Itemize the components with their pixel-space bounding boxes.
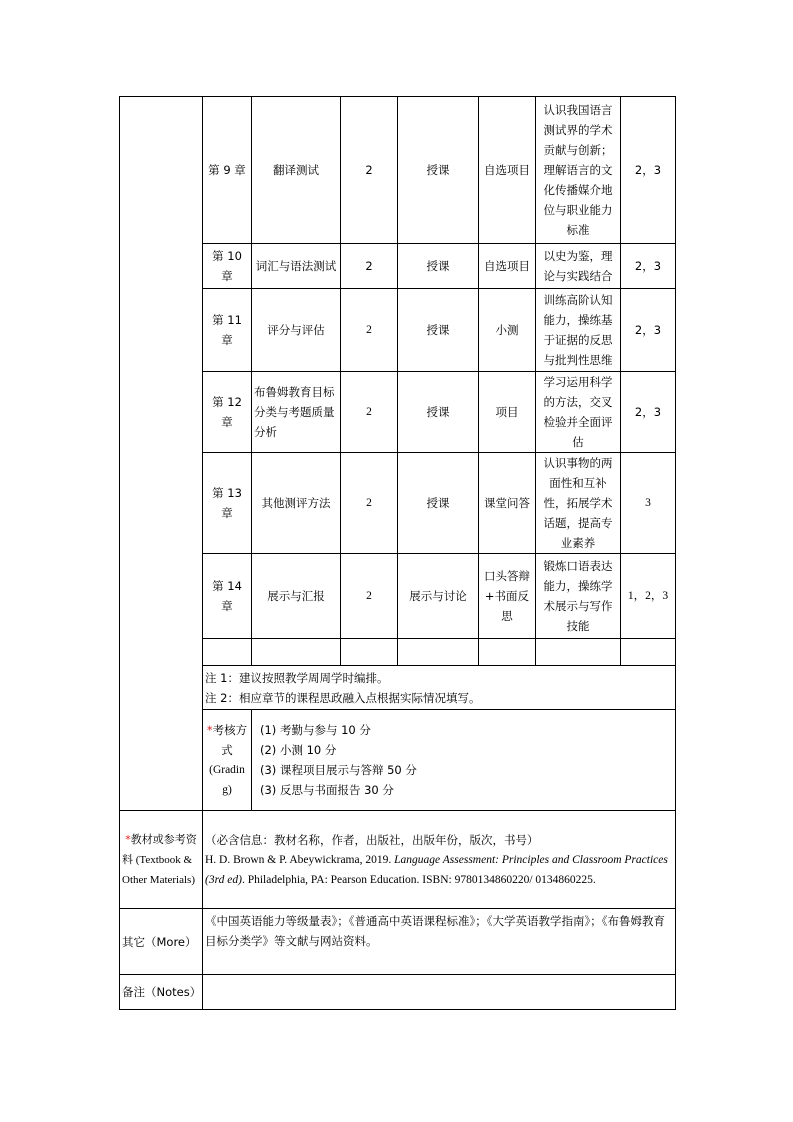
grading-item: (2) 小测 10 分 (260, 743, 337, 757)
schedule-note: 注 1：建议按照教学周周学时编排。 (205, 670, 389, 685)
method-cell: 授课 (398, 372, 479, 453)
materials-hint: （必含信息：教材名称，作者，出版社，出版年份，版次，书号） (205, 832, 539, 847)
chapter-cell: 第 12 章 (203, 372, 252, 453)
assignment-cell: 项目 (479, 372, 536, 453)
hours-cell: 2 (341, 554, 398, 639)
chapter-title-cell: 布鲁姆教育目标分类与考题质量分析 (252, 372, 341, 453)
table-row (120, 289, 676, 372)
hours-cell: 2 (341, 244, 398, 289)
chapter-cell: 第 10 章 (203, 244, 252, 289)
other-content: 《中国英语能力等级量表》；《普通高中英语课程标准》；《大学英语教学指南》；《布鲁姆教育目标分类学》等文献与网站资料。 (203, 909, 676, 975)
method-cell: 授课 (398, 289, 479, 372)
objectives-cell: 2，3 (621, 289, 676, 372)
chapter-title-cell: 其他测评方法 (252, 453, 341, 554)
materials-label-cell (120, 811, 203, 909)
syllabus-table (119, 96, 676, 1010)
reference-title: Language Assessment: Principles and Classroom Practices (3rd ed) (205, 853, 668, 886)
objectives-cell: 1，2，3 (621, 554, 676, 639)
schedule-notes-cell (203, 666, 676, 710)
grading-item: (3) 课程项目展示与答辩 50 分 (260, 763, 417, 777)
materials-row (120, 811, 676, 909)
hours-cell: 2 (341, 289, 398, 372)
chapter-title-cell: 展示与汇报 (252, 554, 341, 639)
materials-label-line3: Other Materials) (122, 873, 195, 886)
grading-label-cell (203, 710, 252, 811)
assignment-cell: 自选项目 (479, 244, 536, 289)
schedule-notes-row (120, 666, 676, 710)
method-cell: 授课 (398, 244, 479, 289)
objectives-cell: 3 (621, 453, 676, 554)
chapter-cell: 第 14 章 (203, 554, 252, 639)
ideology-cell: 认识我国语言测试界的学术贡献与创新；理解语言的文化传播媒介地位与职业能力标准 (536, 97, 621, 244)
required-mark: * (206, 723, 213, 737)
chapter-title-cell: 词汇与语法测试 (252, 244, 341, 289)
table-row (120, 554, 676, 639)
table-row (120, 244, 676, 289)
grading-row (120, 710, 676, 811)
materials-label-line1: 教材或参考资 (130, 832, 197, 846)
grading-item: (3) 反思与书面报告 30 分 (260, 783, 394, 797)
assignment-cell: 课堂问答 (479, 453, 536, 554)
table-row (120, 453, 676, 554)
chapter-cell: 第 11 章 (203, 289, 252, 372)
other-row (120, 909, 676, 975)
notes-content (203, 975, 676, 1010)
ideology-cell: 以史为鉴，理论与实践结合 (536, 244, 621, 289)
hours-cell: 2 (341, 97, 398, 244)
ideology-cell: 训练高阶认知能力，操练基于证据的反思与批判性思维 (536, 289, 621, 372)
objectives-cell: 2，3 (621, 372, 676, 453)
left-label-cell (120, 97, 203, 811)
materials-label-line2: 料 (Textbook & (122, 853, 193, 866)
notes-row (120, 975, 676, 1010)
hours-cell: 2 (341, 453, 398, 554)
chapter-title-cell: 评分与评估 (252, 289, 341, 372)
empty-cell (398, 639, 479, 666)
ideology-cell: 学习运用科学的方法，交叉检验并全面评估 (536, 372, 621, 453)
empty-cell (203, 639, 252, 666)
notes-label: 备注（Notes） (120, 975, 203, 1010)
assignment-cell: 小测 (479, 289, 536, 372)
chapter-cell: 第 9 章 (203, 97, 252, 244)
empty-cell (621, 639, 676, 666)
grading-items-cell (252, 710, 676, 811)
empty-cell (341, 639, 398, 666)
chapter-cell: 第 13 章 (203, 453, 252, 554)
reference-publisher: . Philadelphia, PA: Pearson Education. ISBN: 9780134860220/ 0134860225. (241, 873, 596, 886)
schedule-note: 注 2：相应章节的课程思政融入点根据实际情况填写。 (205, 690, 481, 705)
empty-cell (479, 639, 536, 666)
method-cell: 授课 (398, 453, 479, 554)
objectives-cell: 2，3 (621, 97, 676, 244)
chapter-title-cell: 翻译测试 (252, 97, 341, 244)
table-row (120, 372, 676, 453)
ideology-cell: 锻炼口语表达能力，操练学术展示与写作技能 (536, 554, 621, 639)
hours-cell: 2 (341, 372, 398, 453)
empty-row (120, 639, 676, 666)
grading-label-en: (Grading) (209, 764, 245, 796)
required-mark: * (125, 832, 131, 846)
ideology-cell: 认识事物的两面性和互补性，拓展学术话题，提高专业素养 (536, 453, 621, 554)
method-cell: 展示与讨论 (398, 554, 479, 639)
table-row (120, 97, 676, 244)
grading-item: (1) 考勤与参与 10 分 (260, 723, 371, 737)
other-label: 其它（More） (120, 909, 203, 975)
reference-authors: H. D. Brown & P. Abeywickrama, 2019. (205, 853, 395, 866)
empty-cell (252, 639, 341, 666)
materials-content-cell (203, 811, 676, 909)
grading-label: 考核方式 (212, 723, 248, 757)
objectives-cell: 2，3 (621, 244, 676, 289)
empty-cell (536, 639, 621, 666)
assignment-cell: 自选项目 (479, 97, 536, 244)
assignment-cell: 口头答辩+书面反思 (479, 554, 536, 639)
method-cell: 授课 (398, 97, 479, 244)
